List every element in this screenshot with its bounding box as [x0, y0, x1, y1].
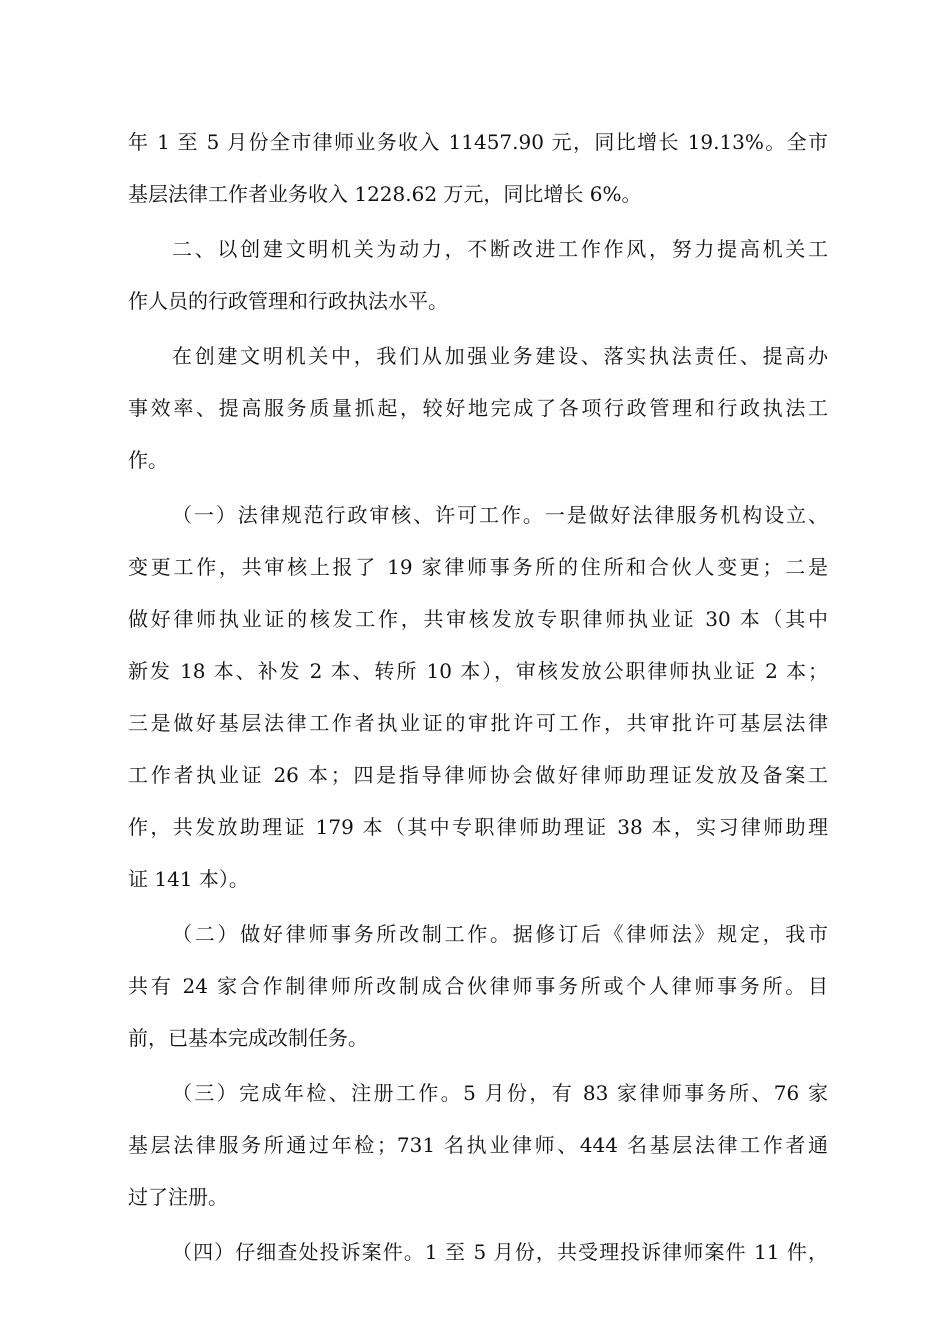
text-line: 前，已基本完成改制任务。: [128, 1026, 368, 1050]
text-line: 基层法律工作者业务收入 1228.62 万元，同比增长 6%。: [128, 182, 642, 206]
paragraph: [128, 223, 828, 327]
text-line: 二、以创建文明机关为动力，不断改进工作作风，努力提高机关工: [172, 237, 828, 261]
text-line: 新发 18 本、补发 2 本、转所 10 本），审核发放公职律师执业证 2 本；: [128, 659, 828, 683]
paragraph: [128, 1226, 828, 1278]
text-line: 证 141 本）。: [128, 867, 249, 891]
paragraph: [128, 116, 828, 220]
paragraph: [128, 908, 828, 1064]
text-line: （三）完成年检、注册工作。5 月份，有 83 家律师事务所、76 家: [172, 1081, 828, 1105]
text-line: 工作者执业证 26 本；四是指导律师协会做好律师助理证发放及备案工: [128, 763, 828, 787]
text-line: 作，共发放助理证 179 本（其中专职律师助理证 38 本，实习律师助理: [128, 815, 828, 839]
text-line: （二）做好律师事务所改制工作。据修订后《律师法》规定，我市: [172, 922, 828, 946]
text-line: 做好律师执业证的核发工作，共审核发放专职律师执业证 30 本（其中: [128, 607, 828, 631]
text-line: 年 1 至 5 月份全市律师业务收入 11457.90 元，同比增长 19.13%。全市: [128, 130, 828, 154]
text-line: 基层法律服务所通过年检；731 名执业律师、444 名基层法律工作者通: [128, 1133, 828, 1157]
document-body: [128, 116, 828, 1281]
text-line: 过了注册。: [128, 1185, 228, 1209]
text-line: 在创建文明机关中，我们从加强业务建设、落实执法责任、提高办: [172, 344, 828, 368]
text-line: 三是做好基层法律工作者执业证的审批许可工作，共审批许可基层法律: [128, 711, 828, 735]
text-line: （一）法律规范行政审核、许可工作。一是做好法律服务机构设立、: [172, 503, 828, 527]
paragraph: [128, 1067, 828, 1223]
text-line: 作人员的行政管理和行政执法水平。: [128, 289, 448, 313]
paragraph: [128, 330, 828, 486]
paragraph: [128, 489, 828, 905]
text-line: 作。: [128, 448, 168, 472]
text-line: （四）仔细查处投诉案件。1 至 5 月份，共受理投诉律师案件 11 件，: [172, 1240, 828, 1264]
text-line: 变更工作，共审核上报了 19 家律师事务所的住所和合伙人变更；二是: [128, 555, 828, 579]
text-line: 共有 24 家合作制律师所改制成合伙律师事务所或个人律师事务所。目: [128, 974, 828, 998]
text-line: 事效率、提高服务质量抓起，较好地完成了各项行政管理和行政执法工: [128, 396, 828, 420]
